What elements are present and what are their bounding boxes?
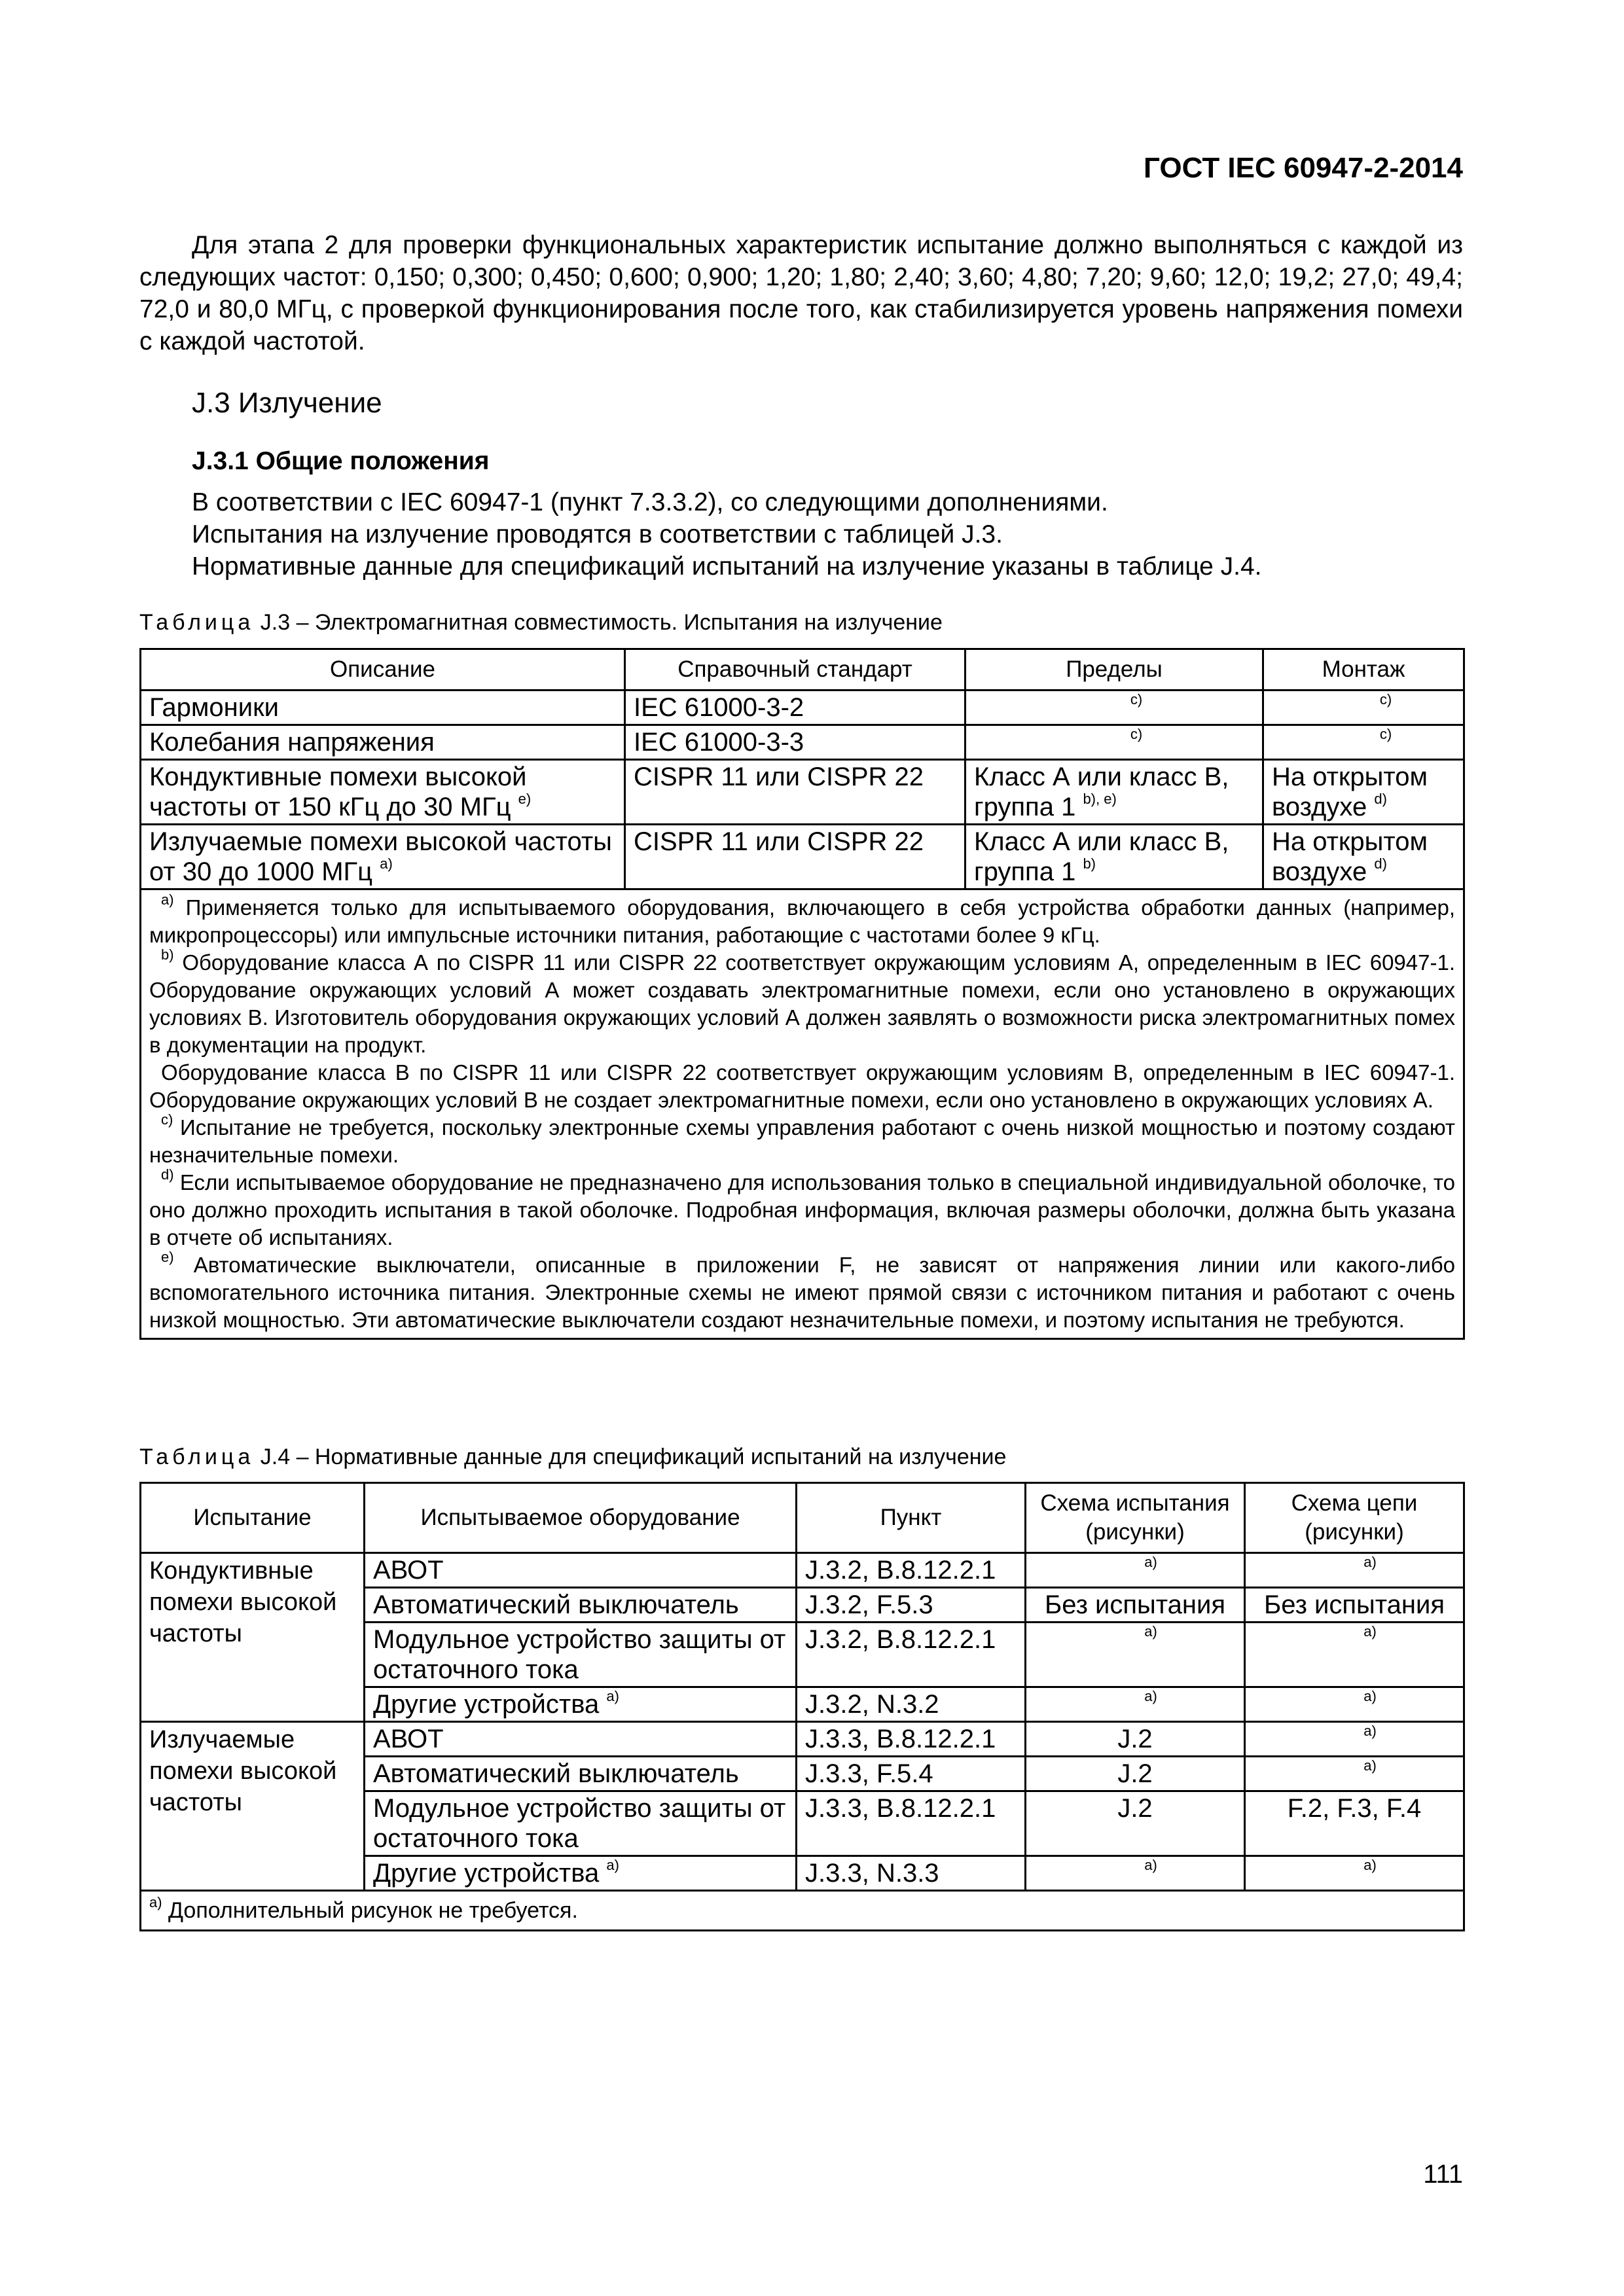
circuit-cell [1245,1722,1464,1757]
description-cell [141,760,625,825]
footnote-mark: c) [1130,691,1143,708]
table-row [141,1553,1464,1588]
footnote-mark: d) [161,1166,174,1183]
footnote-mark: a) [380,855,393,872]
mounting-cell [1263,725,1464,760]
equipment-text: Другие устройства [373,1859,600,1888]
note-text: Автоматические выключатели, описанные в приложении F, не зависят от напряжения линии или какого-либо вспомогательного источника питания. Электронные схемы не имеют прямой связи с источником питания и работают с очень низкой мощностью. Эти автоматические выключатели создают незначительные помехи, и поэтому испытания не требуются. [149,1253,1456,1332]
body-line: В соответствии с IEC 60947-1 (пункт 7.3.3.2), со следующими дополнениями. [192,488,1108,516]
page-number: 111 [1423,2160,1463,2189]
column-header: Испытание [141,1483,365,1553]
table-row [141,760,1464,825]
test-scheme-cell [1026,1623,1245,1687]
test-scheme-cell: Без испытания [1026,1588,1245,1623]
caption-text: J.4 – Нормативные данные для спецификаций испытаний на излучение [260,1444,1007,1469]
column-header: Справочный стандарт [625,649,965,691]
circuit-cell [1245,1757,1464,1791]
equipment-cell: АВОТ [365,1553,797,1588]
test-scheme-cell: J.2 [1026,1757,1245,1791]
table-header-row [141,649,1464,691]
clause-cell: J.3.3, B.8.12.2.1 [797,1722,1026,1757]
mounting-cell [1263,691,1464,725]
equipment-cell: Модульное устройство защиты от остаточного тока [365,1623,797,1687]
table-note [149,1059,1455,1114]
table-j4 [139,1482,1465,1931]
standard-cell: IEC 61000-3-3 [625,725,965,760]
mounting-text: На открытом воздухе [1272,827,1428,886]
footnote-mark: a) [1363,1687,1377,1704]
limits-text: Класс А или класс В, группа 1 [974,827,1229,886]
test-scheme-cell [1026,1856,1245,1891]
table-footnote [141,1891,1464,1931]
subsection-title: J.3.1 Общие положения [192,447,490,475]
table-row [141,825,1464,889]
circuit-cell [1245,1553,1464,1588]
column-header: Монтаж [1263,649,1464,691]
column-header: Пункт [797,1483,1026,1553]
footnote-mark: d) [1374,790,1387,807]
column-header: Схема испытания (рисунки) [1026,1483,1245,1553]
mounting-cell [1263,825,1464,889]
footnote-mark: c) [1130,725,1143,742]
column-header: Испытываемое оборудование [365,1483,797,1553]
circuit-cell [1245,1856,1464,1891]
equipment-cell: АВОТ [365,1722,797,1757]
footnote-mark: a) [149,1893,162,1910]
standard-cell: CISPR 11 или CISPR 22 [625,760,965,825]
table-header-row [141,1483,1464,1553]
note-text: Оборудование класса А по CISPR 11 или CISPR 22 соответствует окружающим условиям А, определенным в IEC 60947-1. Оборудование окружающих условий А может создавать электромагнитные помехи, если оно установлено в окружающих условиях В. Изготовитель оборудования окружающих условий А должен заявлять о возможности риска электромагнитных помех в документации на продукт. [149,950,1455,1057]
column-header: Схема цепи (рисунки) [1245,1483,1464,1553]
column-header: Описание [141,649,625,691]
footnote-mark: a) [1144,1623,1157,1640]
circuit-cell [1245,1687,1464,1722]
circuit-cell: Без испытания [1245,1588,1464,1623]
document-code: ГОСТ IEC 60947-2-2014 [1144,152,1463,184]
clause-cell: J.3.3, N.3.3 [797,1856,1026,1891]
clause-cell: J.3.2, B.8.12.2.1 [797,1623,1026,1687]
footnote-mark: d) [1374,855,1387,872]
note-text: Если испытываемое оборудование не предназначено для использования только в специальной индивидуальной оболочке, то оно должно проходить испытания в такой оболочке. Подробная информация, включая размеры оболочки, должна быть указана в отчете об испытаниях. [149,1170,1455,1249]
table-j4-caption [139,1444,1006,1470]
footnote-mark: c) [161,1111,173,1128]
footnote-mark: a) [1363,1856,1377,1873]
table-j3 [139,648,1465,1340]
footnote-mark: e) [161,1249,174,1265]
table-row [141,1722,1464,1757]
table-note [149,891,1456,949]
limits-cell [965,760,1263,825]
description-cell: Гармоники [141,691,625,725]
circuit-cell [1245,1623,1464,1687]
column-header: Пределы [965,649,1263,691]
caption-text: J.3 – Электромагнитная совместимость. Испытания на излучение [260,610,943,635]
footnote-mark: b) [1083,855,1096,872]
equipment-cell: Автоматический выключатель [365,1757,797,1791]
test-scheme-cell [1026,1553,1245,1588]
footnote-mark: e) [518,790,532,807]
footnote-mark: a) [1363,1623,1377,1640]
test-scheme-cell: J.2 [1026,1722,1245,1757]
circuit-cell: F.2, F.3, F.4 [1245,1791,1464,1856]
footnote-mark: a) [161,891,174,908]
description-cell: Колебания напряжения [141,725,625,760]
equipment-cell [365,1687,797,1722]
footnote-mark: a) [1144,1856,1157,1873]
equipment-cell [365,1856,797,1891]
table-note [149,946,1455,1059]
footnote-mark: a) [1144,1687,1157,1704]
footnote-mark: a) [606,1856,619,1873]
table-note [149,1251,1455,1334]
caption-label: Таблица [139,1444,255,1469]
description-text: Кондуктивные помехи высокой частоты от 150 кГц до 30 МГц [149,762,527,821]
standard-cell: IEC 61000-3-2 [625,691,965,725]
footnote-mark: c) [1379,725,1392,742]
table-j3-caption [139,610,943,636]
equipment-cell: Автоматический выключатель [365,1588,797,1623]
table-row [141,725,1464,760]
caption-label: Таблица [139,610,255,635]
equipment-cell: Модульное устройство защиты от остаточного тока [365,1791,797,1856]
clause-cell: J.3.2, N.3.2 [797,1687,1026,1722]
test-scheme-cell [1026,1687,1245,1722]
clause-cell: J.3.3, F.5.4 [797,1757,1026,1791]
body-line: Испытания на излучение проводятся в соответствии с таблицей J.3. [192,520,1003,548]
description-cell [141,825,625,889]
note-text: Оборудование класса В по CISPR 11 или CISPR 22 соответствует окружающим условиям В, определенным в IEC 60947-1. Оборудование окружающих условий В не создает электромагнитные помехи, если оно установлено в окружающих условиях А. [149,1060,1455,1112]
table-note [149,1111,1455,1169]
footnote-mark: c) [1379,691,1392,708]
clause-cell: J.3.2, B.8.12.2.1 [797,1553,1026,1588]
footnote-mark: b) [161,946,174,963]
mounting-text: На открытом воздухе [1272,762,1428,821]
equipment-text: Другие устройства [373,1690,600,1719]
footnote-mark: b), e) [1083,790,1117,807]
table-notes [141,889,1464,1339]
standard-cell: CISPR 11 или CISPR 22 [625,825,965,889]
body-line: Нормативные данные для спецификаций испытаний на излучение указаны в таблице J.4. [192,552,1262,581]
table-footnote-row [141,1891,1464,1931]
footnote-mark: a) [606,1687,619,1704]
limits-cell [965,725,1263,760]
description-text: Излучаемые помехи высокой частоты от 30 до 1000 МГц [149,827,612,886]
mounting-cell [1263,760,1464,825]
footnote-mark: a) [1363,1722,1377,1739]
table-note [149,1166,1455,1251]
table-row [141,691,1464,725]
footnote-mark: a) [1363,1757,1377,1774]
intro-paragraph: Для этапа 2 для проверки функциональных характеристик испытание должно выполняться с каждой из следующих частот: 0,150; 0,300; 0,450; 0,600; 0,900; 1,20; 1,80; 2,40; 3,60; 4,80; 7,20; 9,60; 12,0; 19,2; 27,0; 49,4; 72,0 и 80,0 МГц, с проверкой функционирования после того, как стабилизируется уровень напряжения помехи с каждой частотой. [139,231,1463,355]
limits-cell [965,825,1263,889]
limits-text: Класс А или класс В, группа 1 [974,762,1229,821]
table-notes-row [141,889,1464,1339]
note-text: Применяется только для испытываемого оборудования, включающего в себя устройства обработки данных (например, микропроцессоры) или импульсные источники питания, работающие с частотами более 9 кГц. [149,895,1456,947]
footnote-mark: a) [1363,1553,1377,1570]
section-title: J.3 Излучение [192,387,382,419]
test-scheme-cell: J.2 [1026,1791,1245,1856]
test-group-cell: Кондуктивные помехи высокой частоты [141,1553,365,1722]
footnote-mark: a) [1144,1553,1157,1570]
note-text: Испытание не требуется, поскольку электронные схемы управления работают с очень низкой мощностью и поэтому создают незначительные помехи. [149,1115,1455,1167]
test-group-cell: Излучаемые помехи высокой частоты [141,1722,365,1891]
limits-cell [965,691,1263,725]
clause-cell: J.3.3, B.8.12.2.1 [797,1791,1026,1856]
clause-cell: J.3.2, F.5.3 [797,1588,1026,1623]
footnote-text: Дополнительный рисунок не требуется. [168,1898,578,1923]
